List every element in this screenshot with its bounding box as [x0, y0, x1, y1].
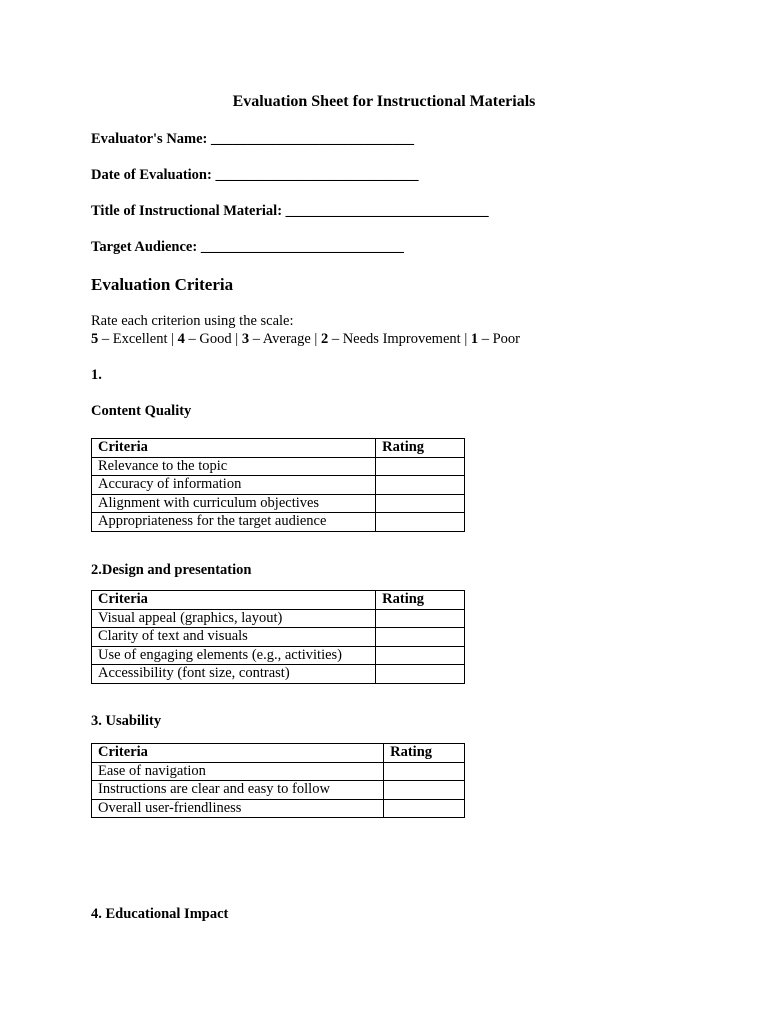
scale-text: – Poor	[481, 331, 520, 347]
rating-cell[interactable]	[376, 628, 465, 647]
table-row	[92, 781, 465, 800]
rating-cell[interactable]	[384, 799, 465, 818]
scale-text: – Excellent	[101, 331, 168, 347]
table-row	[92, 628, 465, 647]
scale-separator: |	[231, 331, 242, 347]
criteria-header: Criteria	[92, 439, 376, 458]
scale-number: 1	[470, 331, 479, 347]
table-header-row	[92, 439, 465, 458]
scale-number: 3	[241, 331, 250, 347]
section-2-title: 2.Design and presentation	[91, 562, 252, 578]
field-label: Target Audience:	[91, 239, 198, 255]
document-title: Evaluation Sheet for Instructional Materials	[232, 93, 536, 110]
criteria-header: Criteria	[92, 744, 384, 763]
table-row	[92, 513, 465, 532]
field-blank: ____________________________	[211, 131, 415, 147]
field-blank: ____________________________	[285, 203, 489, 219]
field-label: Date of Evaluation:	[91, 167, 212, 183]
criterion-cell: Accessibility (font size, contrast)	[92, 665, 376, 684]
evaluation-date-field	[91, 167, 418, 184]
field-blank: ____________________________	[215, 167, 419, 183]
rating-header: Rating	[376, 439, 465, 458]
rating-header: Rating	[376, 591, 465, 610]
rating-header: Rating	[384, 744, 465, 763]
criterion-cell: Alignment with curriculum objectives	[92, 494, 376, 513]
criterion-cell: Visual appeal (graphics, layout)	[92, 609, 376, 628]
scale-number: 5	[91, 331, 99, 347]
field-label: Evaluator's Name:	[91, 131, 208, 147]
field-label: Title of Instructional Material:	[91, 203, 283, 219]
criterion-cell: Ease of navigation	[92, 762, 384, 781]
section-1-number: 1.	[91, 367, 102, 383]
table-row	[92, 665, 465, 684]
rating-cell[interactable]	[376, 609, 465, 628]
field-blank: ____________________________	[200, 239, 404, 255]
criteria-header: Criteria	[92, 591, 376, 610]
rating-cell[interactable]	[376, 513, 465, 532]
rating-cell[interactable]	[376, 457, 465, 476]
scale-text: – Average	[252, 331, 311, 347]
design-presentation-table	[91, 590, 465, 684]
table-header-row	[92, 744, 465, 763]
rating-cell[interactable]	[384, 781, 465, 800]
table-row	[92, 494, 465, 513]
usability-table	[91, 743, 465, 818]
material-title-field	[91, 203, 489, 220]
rating-cell[interactable]	[376, 665, 465, 684]
evaluator-name-field	[91, 131, 414, 148]
scale-separator: |	[167, 331, 178, 347]
rating-cell[interactable]	[376, 476, 465, 495]
section-4-title: 4. Educational Impact	[91, 906, 229, 922]
scale-separator: |	[310, 331, 321, 347]
evaluation-criteria-heading: Evaluation Criteria	[91, 275, 234, 294]
criterion-cell: Overall user-friendliness	[92, 799, 384, 818]
table-row	[92, 457, 465, 476]
target-audience-field	[91, 239, 404, 256]
scale-separator: |	[460, 331, 471, 347]
scale-number: 2	[320, 331, 329, 347]
rating-scale	[91, 331, 520, 348]
criterion-cell: Accuracy of information	[92, 476, 376, 495]
table-row	[92, 609, 465, 628]
criterion-cell: Use of engaging elements (e.g., activities)	[92, 646, 376, 665]
section-1-title: Content Quality	[91, 403, 192, 419]
table-row	[92, 799, 465, 818]
criterion-cell: Appropriateness for the target audience	[92, 513, 376, 532]
scale-text: – Needs Improvement	[331, 331, 461, 347]
content-quality-table	[91, 438, 465, 532]
table-row	[92, 646, 465, 665]
scale-number: 4	[177, 331, 185, 347]
rating-cell[interactable]	[376, 494, 465, 513]
criterion-cell: Relevance to the topic	[92, 457, 376, 476]
criterion-cell: Clarity of text and visuals	[92, 628, 376, 647]
table-row	[92, 762, 465, 781]
section-3-title: 3. Usability	[91, 713, 162, 729]
table-header-row	[92, 591, 465, 610]
scale-text: – Good	[188, 331, 232, 347]
rating-cell[interactable]	[384, 762, 465, 781]
scale-intro: Rate each criterion using the scale:	[91, 313, 294, 329]
criterion-cell: Instructions are clear and easy to follow	[92, 781, 384, 800]
table-row	[92, 476, 465, 495]
rating-cell[interactable]	[376, 646, 465, 665]
